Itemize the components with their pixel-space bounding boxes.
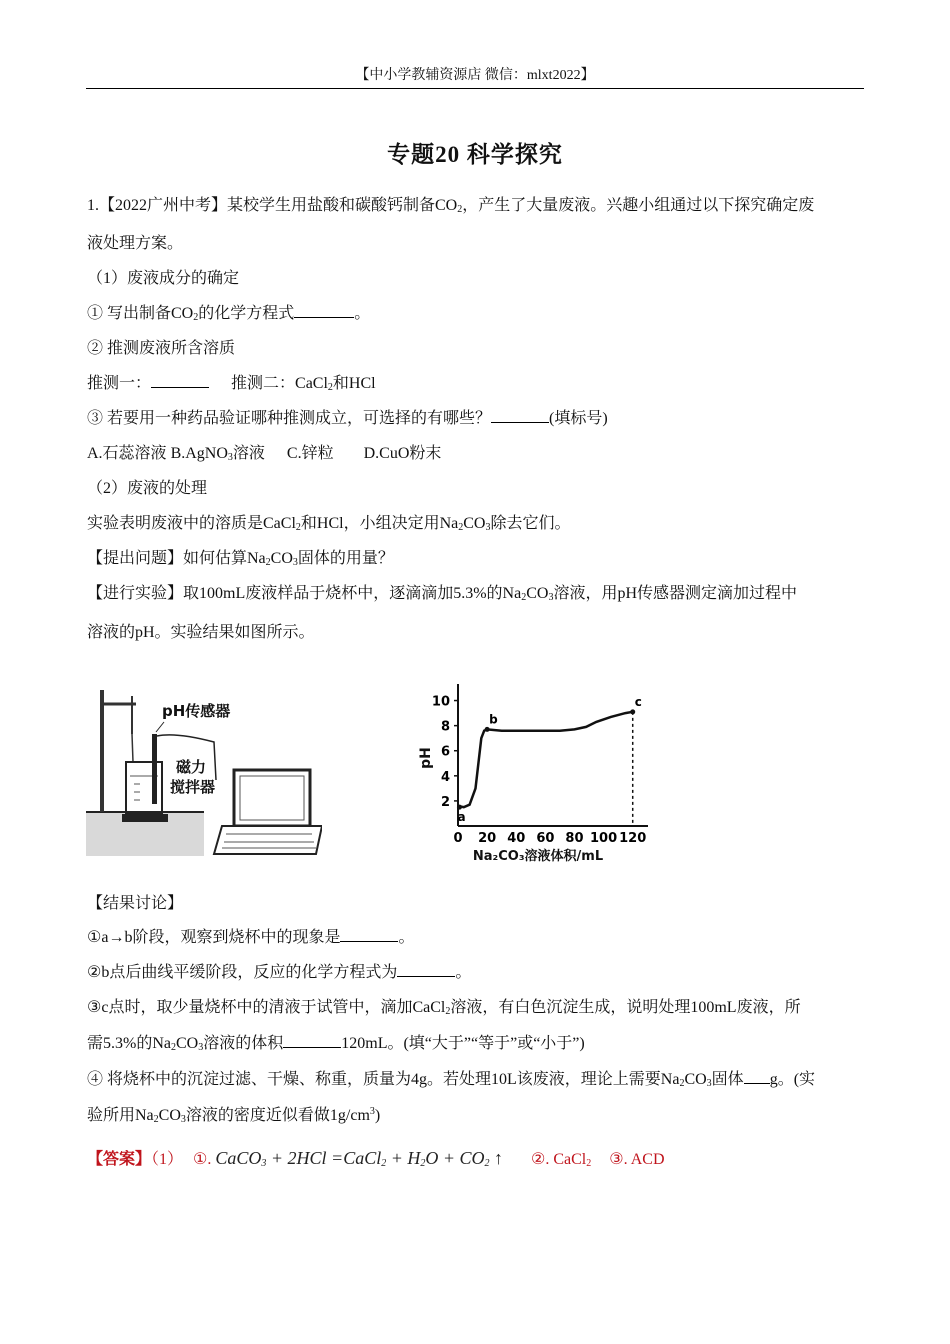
result3: ③c点时，取少量烧杯中的清液于试管中，滴加CaCl$_2$溶液，有白色沉淀生成，说明处理100mL废液，所 xyxy=(87,999,801,1017)
ph-curve xyxy=(458,712,633,807)
option-c: C.锌粒 xyxy=(286,445,334,462)
apparatus-drawing xyxy=(86,684,322,860)
step3: ③ 若要用一种药品验证哪种推测成立，可选择的有哪些？ (填标号) xyxy=(87,410,608,427)
option-b: B.AgNO$_3$溶液 xyxy=(170,445,265,463)
experiment-note: 实验表明废液中的溶质是CaCl$_2$和HCl，小组决定用$Na_2CO_3$除去它们。 xyxy=(87,515,571,533)
result4: ④ 将烧杯中的沉淀过滤、干燥、称重，质量为4g。若处理10L该废液，理论上需要$Na_2CO_3$固体 g。(实 xyxy=(87,1071,816,1089)
point-a xyxy=(457,805,462,810)
conduct-experiment-cont: 溶液的pH。实验结果如图所示。 xyxy=(87,624,315,641)
apparatus-figure xyxy=(86,684,322,860)
y-tick-label: 8 xyxy=(440,719,450,735)
result2: ②b点后曲线平缓阶段，反应的化学方程式为 。 xyxy=(87,964,472,981)
options xyxy=(87,440,441,463)
part2-heading: （2）废液的处理 xyxy=(87,480,208,497)
point-c xyxy=(630,709,635,714)
y-axis-label: pH xyxy=(418,747,434,769)
q1-intro-cont: 液处理方案。 xyxy=(87,235,184,252)
blank-equation2 xyxy=(397,962,455,977)
blank-phenomenon xyxy=(340,927,398,942)
ph-chart xyxy=(410,676,660,866)
y-tick-label: 2 xyxy=(440,794,450,810)
x-tick-label: 80 xyxy=(565,831,584,846)
stirrer-label-2: 搅拌器 xyxy=(170,778,216,796)
ph-chart-svg xyxy=(410,676,660,866)
results-heading: 【结果讨论】 xyxy=(87,895,184,912)
q1-intro: 1.【2022广州中考】某校学生用盐酸和碳酸钙制备$CO_2$，产生了大量废液。兴趣小组通过以下探究确定废 xyxy=(87,197,815,215)
y-tick-label: 10 xyxy=(431,694,450,710)
page-header: 【中小学教辅资源店 微信：mlxt2022】 xyxy=(86,64,864,89)
ph-probe xyxy=(152,734,157,804)
blank-compare xyxy=(283,1033,341,1048)
option-a: A.石蕊溶液 xyxy=(87,445,167,462)
blank-equation xyxy=(294,303,354,318)
raise-question: 【提出问题】如何估算$Na_2CO_3$固体的用量？ xyxy=(87,550,394,568)
stirrer-base xyxy=(122,814,168,822)
x-tick-label: 60 xyxy=(536,831,555,846)
step1: ① 写出制备$CO_2$的化学方程式 。 xyxy=(87,305,371,323)
x-tick-label: 120 xyxy=(619,831,647,846)
result4-cont: 验所用$Na_2CO_3$溶液的密度近似看做$1g/cm^3$) xyxy=(87,1106,381,1125)
blank-options xyxy=(491,408,549,423)
laptop-keyboard xyxy=(214,826,322,854)
x-tick-label: 100 xyxy=(590,831,618,846)
blank-guess1 xyxy=(151,373,209,388)
laptop-screen xyxy=(234,770,310,826)
x-tick-label: 40 xyxy=(507,831,526,846)
point-label-a: a xyxy=(457,810,466,825)
answer-line: 【答案】（1） ①. CaCO$_3$ + 2HCl =CaCl$_2$ + $H_2O + CO_2$ ↑ ②. CaCl$_2$ ③. ACD xyxy=(87,1148,665,1169)
step2: ② 推测废液所含溶质 xyxy=(87,340,236,357)
sensor-label: pH传感器 xyxy=(162,702,231,720)
blank-mass xyxy=(744,1069,770,1084)
option-d: D.CuO粉末 xyxy=(363,445,442,462)
answer-label: 【答案】 xyxy=(87,1151,152,1168)
x-tick-label: 0 xyxy=(453,831,463,846)
x-tick-label: 20 xyxy=(478,831,497,846)
guesses: 推测一： 推测二：CaCl$_2$和HCl xyxy=(87,375,376,393)
part1-heading: （1）废液成分的确定 xyxy=(87,270,240,287)
point-label-b: b xyxy=(489,712,498,727)
point-b xyxy=(485,727,490,732)
answer-formula: CaCO$_3$ + 2HCl =CaCl$_2$ + $H_2O + CO_2$ ↑ xyxy=(215,1148,504,1169)
result1: ①a→b阶段，观察到烧杯中的现象是 。 xyxy=(87,929,415,946)
x-axis-label: Na₂CO₃溶液体积/mL xyxy=(472,849,604,864)
result3-cont: 需5.3%的$Na_2CO_3$溶液的体积 120mL。(填“大于”“等于”或“小于”) xyxy=(87,1035,585,1053)
point-label-c: c xyxy=(634,694,642,709)
page-title: 专题20 科学探究 xyxy=(387,142,563,167)
y-tick-label: 6 xyxy=(440,744,450,760)
conduct-experiment: 【进行实验】取100mL废液样品于烧杯中，逐滴滴加5.3%的$Na_2CO_3$溶液，用pH传感器测定滴加过程中 xyxy=(87,585,798,603)
stand-rod xyxy=(100,690,104,812)
y-tick-label: 4 xyxy=(440,769,450,785)
stirrer-label-1: 磁力 xyxy=(176,758,207,776)
